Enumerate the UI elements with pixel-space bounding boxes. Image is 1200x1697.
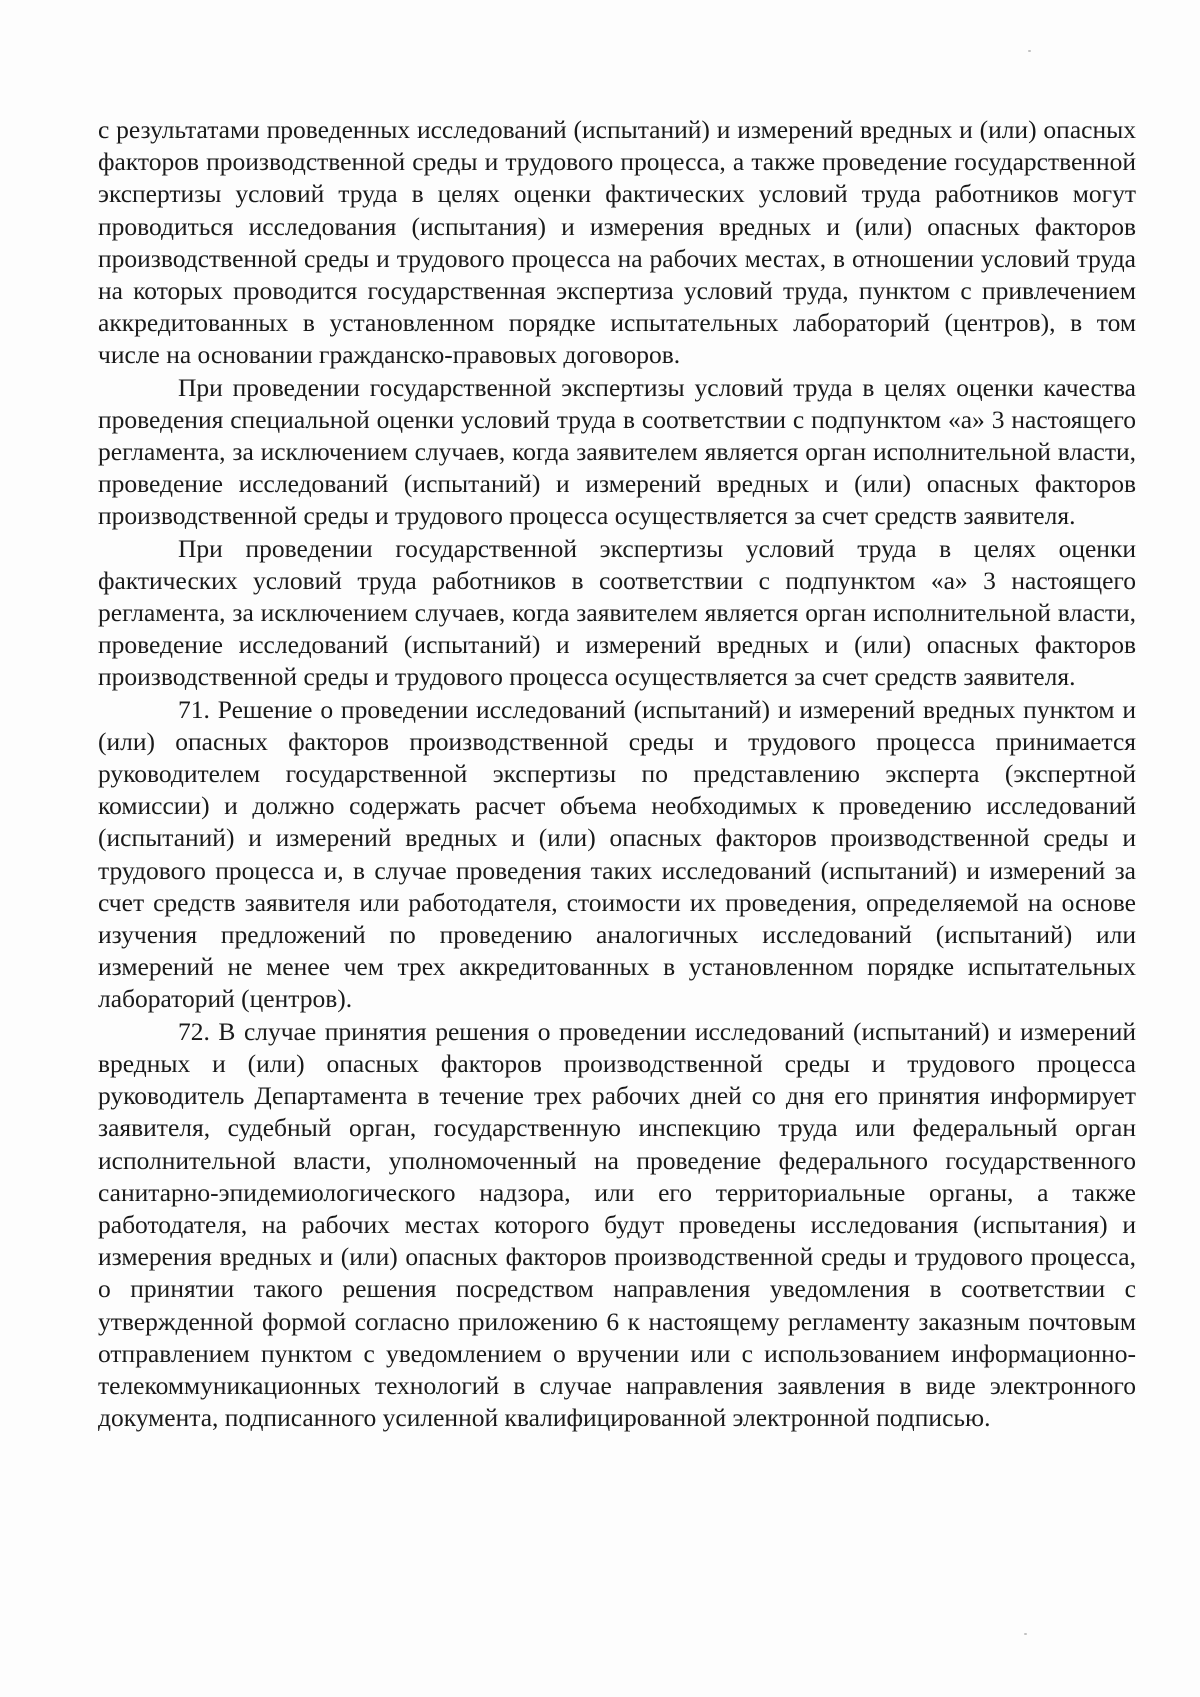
paragraph-quality-assessment: При проведении государственной экспертизы условий труда в целях оценки качества проведения специальной оценки условий труда в соответствии с подпунктом «а» 3 настоящего регламента, за исключением случаев, когда заявителем является орган исполнительной власти, проведение исследований (испытаний) и измерений вредных и (или) опасных факторов производственной среды и трудового процесса осуществляется за счет средств заявителя. xyxy=(98,372,1136,531)
paragraph-item-72: 72. В случае принятия решения о проведении исследований (испытаний) и измерений вредных и (или) опасных факторов производственной среды и трудового процесса руководитель Департамента в течение трех рабочих дней со дня его принятия информирует заявителя, судебный орган, государственную инспекцию труда или федеральный орган исполнительной власти, уполномоченный на проведение федерального государственного санитарно-эпидемиологического надзора, или его территориальные органы, а также работодателя, на рабочих местах которого будут проведены исследования (испытания) и измерения вредных и (или) опасных факторов производственной среды и трудового процесса, о принятии такого решения посредством направления уведомления в соответствии с утвержденной формой согласно приложению 6 к настоящему регламенту заказным почтовым отправлением пунктом с уведомлением о вручении или с использованием информационно-телекоммуникационных технологий в случае направления заявления в виде электронного документа, подписанного усиленной квалифицированной электронной подписью. xyxy=(98,1016,1136,1433)
scan-speck xyxy=(1024,1633,1027,1635)
paragraph-factual-conditions: При проведении государственной экспертизы условий труда в целях оценки фактических условий труда работников в соответствии с подпунктом «а» 3 настоящего регламента, за исключением случаев, когда заявителем является орган исполнительной власти, проведение исследований (испытаний) и измерений вредных и (или) опасных факторов производственной среды и трудового процесса осуществляется за счет средств заявителя. xyxy=(98,533,1136,692)
scan-speck xyxy=(1028,50,1031,52)
document-body xyxy=(98,114,1136,1434)
paragraph-continuation: с результатами проведенных исследований (испытаний) и измерений вредных и (или) опасных факторов производственной среды и трудового процесса, а также проведение государственной экспертизы условий труда в целях оценки фактических условий труда работников могут проводиться исследования (испытания) и измерения вредных и (или) опасных факторов производственной среды и трудового процесса на рабочих местах, в отношении условий труда на которых проводится государственная экспертиза условий труда, пунктом с привлечением аккредитованных в установленном порядке испытательных лабораторий (центров), в том числе на основании гражданско-правовых договоров. xyxy=(98,115,1136,370)
paragraph-item-71: 71. Решение о проведении исследований (испытаний) и измерений вредных пунктом и (или) опасных факторов производственной среды и трудового процесса принимается руководителем государственной экспертизы по представлению эксперта (экспертной комиссии) и должно содержать расчет объема необходимых к проведению исследований (испытаний) и измерений вредных и (или) опасных факторов производственной среды и трудового процесса и, в случае проведения таких исследований (испытаний) и измерений за счет средств заявителя или работодателя, стоимости их проведения, определяемой на основе изучения предложений по проведению аналогичных исследований (испытаний) или измерений не менее чем трех аккредитованных в установленном порядке испытательных лабораторий (центров). xyxy=(98,694,1136,1014)
